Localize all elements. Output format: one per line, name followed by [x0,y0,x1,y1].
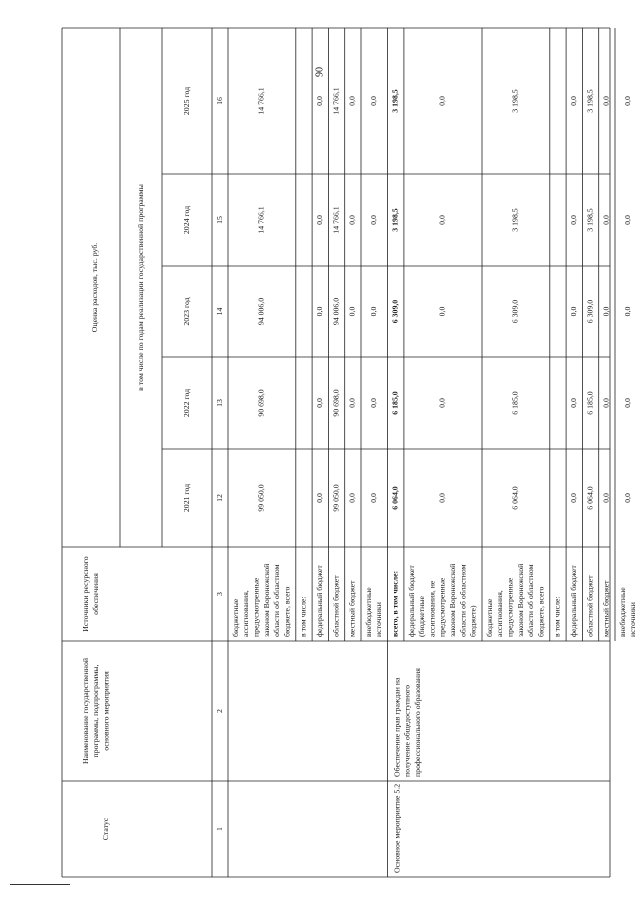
column-number-3: 3 [214,592,224,596]
row-value-2022: 0,0 [569,398,579,408]
row-name: профессионального образования [412,668,422,777]
column-number-14: 14 [214,307,224,316]
row-value-2023: 0,0 [347,306,357,317]
header-name: программы, подпрограммы, [91,664,101,758]
row-value-2023: 94 006,0 [256,297,266,326]
row-source: предусмотренные [505,577,515,637]
row-value-2022: 90 698,0 [331,389,341,417]
row-value-2023: 0,0 [601,306,611,317]
row-source: предусмотренные [251,577,261,637]
row-source: ассигнования, не [427,580,437,637]
row-source: (бюджетные [417,596,427,637]
row-status: Основное мероприятие 5.2 [392,783,402,873]
row-value-2025: 3 198,5 [390,89,400,113]
row-value-2022: 6 185,0 [510,391,520,415]
row-value-2021: 0,0 [315,493,325,503]
row-value-2021: 0,0 [347,493,357,503]
row-value-2021: 99 050,0 [331,484,341,512]
row-value-2021: 6 064,0 [585,486,595,510]
row-value-2022: 6 185,0 [390,391,400,415]
row-source: федеральный бюджет [569,565,579,637]
row-source: в том числе: [552,596,562,637]
header-by-years: в том числе по годам реализации государственной программы [135,184,145,391]
row-source: источники [374,602,384,637]
row-source: бюджетные [484,598,494,637]
row-source: области об областном [458,564,468,637]
row-source: источники [628,602,638,637]
row-source: внебюджетные [617,587,627,637]
header-year-2022: 2022 год [181,388,191,418]
column-number-12: 12 [214,494,224,502]
row-value-2025: 0,0 [347,96,357,106]
row-source: внебюджетные [363,587,373,637]
row-value-2022: 6 185,0 [585,391,595,415]
row-value-2025: 0,0 [437,96,447,106]
row-value-2024: 14 766,1 [256,206,266,234]
column-number-1: 1 [214,827,224,831]
row-source: бюджете) [468,605,478,637]
row-value-2022: 0,0 [601,398,611,408]
header-year-2021: 2021 год [181,483,191,513]
row-value-2021: 6 064,0 [510,486,520,510]
row-value-2024: 3 198,5 [510,208,520,232]
header-name: Наименование государственной [80,657,90,765]
footer-rule [10,884,70,885]
row-value-2023: 6 309,0 [510,299,520,324]
row-value-2024: 3 198,5 [390,208,400,232]
row-value-2023: 6 309,0 [585,299,595,324]
row-source: федеральный бюджет [406,565,416,637]
header-source: обеспечения [91,573,101,615]
column-number-13: 13 [214,399,224,407]
row-value-2022: 90 698,0 [256,389,266,417]
row-source: всего, в том числе: [390,570,400,637]
row-source: в том числе: [298,596,308,637]
column-number-16: 16 [214,97,224,105]
row-source: законом Воронежской [261,563,271,637]
row-name: получение общедоступного [402,685,412,777]
row-value-2021: 0,0 [437,493,447,503]
row-value-2021: 0,0 [369,493,379,503]
column-number-15: 15 [214,216,224,224]
row-source: ассигнования, [495,590,505,637]
row-value-2022: 0,0 [347,398,357,408]
row-value-2025: 0,0 [315,96,325,106]
row-source: местный бюджет [601,580,611,637]
page-number-text: 90 [314,67,326,77]
row-value-2025: 0,0 [601,96,611,106]
row-source: ассигнования, [241,590,251,637]
row-value-2025: 14 766,1 [331,87,341,115]
header-estimate: Оценка расходов, тыс. руб. [89,242,99,333]
row-source: федеральный бюджет [315,565,325,637]
row-source: законом Воронежской [448,563,458,637]
row-name: Обеспечение прав граждан на [392,677,402,777]
row-value-2025: 0,0 [569,96,579,106]
row-value-2023: 0,0 [369,306,379,317]
row-source: областной бюджет [331,575,341,637]
row-value-2021: 6 064,0 [390,486,400,510]
row-value-2025: 3 198,5 [510,89,520,113]
row-value-2024: 0,0 [369,215,379,225]
row-value-2022: 0,0 [623,398,633,408]
header-year-2025: 2025 год [181,86,191,116]
row-source: бюджете, всего [282,586,292,637]
budget-table-svg [62,28,638,877]
header-name: основного мероприятия [101,671,111,751]
row-value-2023: 0,0 [569,306,579,317]
row-value-2025: 0,0 [369,96,379,106]
row-value-2024: 0,0 [347,215,357,225]
row-value-2025: 0,0 [623,96,633,106]
header-source: Источники ресурсного [80,556,90,632]
row-value-2024: 0,0 [437,215,447,225]
header-year-2023: 2023 год [181,297,191,326]
row-source: области об областном [526,564,536,637]
row-value-2024: 0,0 [569,215,579,225]
row-value-2023: 94 006,0 [331,297,341,326]
budget-table [62,28,638,877]
row-source: области об областном [272,564,282,637]
row-value-2024: 3 198,5 [585,208,595,232]
header-status: Статус [100,817,110,841]
row-value-2024: 0,0 [601,215,611,225]
table-rotated-group [62,28,637,877]
row-value-2025: 3 198,5 [585,89,595,113]
row-value-2022: 0,0 [437,398,447,408]
row-value-2022: 0,0 [369,398,379,408]
row-value-2025: 14 766,1 [256,87,266,115]
row-value-2021: 0,0 [569,493,579,503]
row-value-2023: 0,0 [315,306,325,317]
row-value-2021: 99 050,0 [256,484,266,512]
row-value-2024: 0,0 [315,215,325,225]
row-source: областной бюджет [585,575,595,637]
row-value-2022: 0,0 [315,398,325,408]
row-value-2023: 0,0 [437,306,447,317]
row-value-2024: 14 766,1 [331,206,341,234]
row-value-2023: 6 309,0 [390,299,400,324]
row-source: бюджетные [230,598,240,637]
row-source: законом Воронежской [515,563,525,637]
row-source: местный бюджет [347,580,357,637]
row-value-2024: 0,0 [623,215,633,225]
column-number-2: 2 [214,709,224,713]
row-value-2021: 0,0 [623,493,633,503]
row-source: бюджете, всего [536,586,546,637]
row-source: предусмотренные [437,577,447,637]
row-value-2023: 0,0 [623,306,633,317]
header-year-2024: 2024 год [181,205,191,235]
row-value-2021: 0,0 [601,493,611,503]
